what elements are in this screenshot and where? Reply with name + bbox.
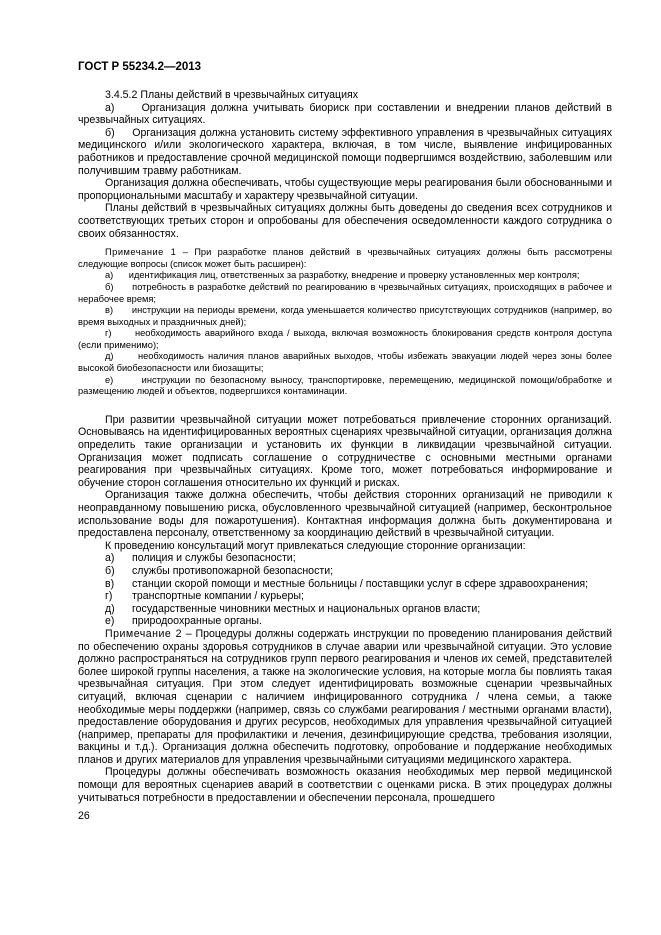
paragraph: Организация также должна обеспечить, чтобы действия сторонних организаций не приводили к неоправданному повышению риска, обусловленного чрезвычайной ситуацией (например, бесконтрольное использование воды для пожаротушения). Контактная информация должна быть документирована и предоставлена персоналу, ответственному за координацию действий в чрезвычайной ситуации. [78, 489, 612, 540]
list-item [78, 615, 612, 628]
note-1 [78, 247, 612, 398]
note-label: Примечание 1 [105, 247, 177, 258]
note-item: в) инструкции на периоды времени, когда уменьшается количество присутствующих сотрудников (например, во время выходных и праздничных дней); [78, 305, 612, 327]
note-item: г) необходимость аварийного входа / выхода, включая возможность блокирования средств контроля доступа (если применимо); [78, 328, 612, 350]
list-marker: д) [105, 602, 115, 615]
note-item: а) идентификация лиц, ответственных за разработку, внедрение и проверку установленных мер контроля; [105, 270, 580, 281]
note-text: – Процедуры должны содержать инструкции по проведению планирования действий по обеспечению охраны здоровья сотрудников в случае аварии или чрезвычайной ситуации. Это условие должно распространяться на сотрудников групп первого реагирования и членов их семей, представителей более широкой группы населения, а также на экологические условия, на которые могла бы повлиять такая чрезвычайная ситуация. При этом следует идентифицировать возможные сценарии чрезвычайных ситуаций, включая сценарии с наличием инфицированного сотрудника / члена семьи, а также необходимые меры поддержки (например, связь со службами реагирования / местными органами власти), предоставление оборудования и других ресурсов, необходимых для управления чрезвычайной ситуацией (например, препараты для профилактики и лечения, дезинфицирующие средства, требования изоляции, вакцины и т.д.). Организация должна обеспечить подготовку, опробование и поддержание необходимых планов и других материалов для управления чрезвычайными ситуациями медицинского характера. [78, 627, 612, 766]
note-item: б) потребность в разработке действий по реагированию в чрезвычайных ситуациях, происходящих в рабочее и нерабочее время; [78, 281, 612, 304]
paragraph: б) Организация должна установить систему эффективного управления в чрезвычайных ситуациях медицинского и/или экологического характера, включая, в том числе, выявление инфицированных работников и предоставление срочной медицинской помощи подвергшимся воздействию, заболевшим или получившим травму работникам. [78, 126, 612, 177]
list-text: службы противопожарной безопасности; [132, 564, 334, 577]
paragraph: а) Организация должна учитывать биориск при составлении и внедрении планов действий в чрезвычайных ситуациях. [78, 101, 612, 127]
list-text: природоохранные органы. [132, 615, 262, 628]
list-marker: е) [105, 615, 115, 628]
list-marker: а) [105, 552, 115, 565]
list-item [78, 552, 612, 565]
list-text: транспортные компании / курьеры; [132, 590, 304, 603]
paragraph: Организация должна обеспечивать, чтобы существующие меры реагирования были обоснованными и пропорциональными масштабу и характеру чрезвычайной ситуации. [78, 177, 613, 202]
list-marker: в) [105, 577, 115, 590]
list-item [78, 578, 612, 591]
paragraph: Планы действий в чрезвычайных ситуациях должны быть доведены до сведения всех сотрудников и соответствующих третьих сторон и опробованы для обеспечения осведомленности каждого сотрудника о своих обязанностях. [78, 202, 612, 240]
note-2 [78, 628, 612, 767]
note-label: Примечание 2 [105, 627, 182, 640]
list-text: государственные чиновники местных и национальных органов власти; [132, 602, 481, 615]
list-marker: г) [105, 590, 113, 603]
paragraph: Процедуры должны обеспечивать возможность оказания необходимых мер первой медицинской помощи для вероятных сценариев аварий в соответствии с оценками риска. В этих процедурах должны учитываться потребности в предоставлении и обеспечении персонала, прошедшего [78, 766, 612, 804]
note-item: д) необходимость наличия планов аварийных выходов, чтобы избежать эвакуации людей через зоны более высокой биобезопасности или биозащиты; [78, 351, 612, 374]
document-header: ГОСТ Р 55234.2—2013 [78, 61, 202, 73]
note-1-intro [78, 247, 612, 270]
note-text: – При разработке планов действий в чрезвычайных ситуациях должны быть рассмотрены следующие вопросы (список может быть расширен): [78, 247, 612, 269]
note-item: е) инструкции по безопасному выносу, транспортировке, перемещению, медицинской помощи/обработке и размещению людей и объектов, подвергшихся контаминации. [78, 374, 612, 397]
section-title: 3.4.5.2 Планы действий в чрезвычайных ситуациях [105, 89, 359, 101]
page-number: 26 [78, 810, 90, 823]
organizations-list [78, 552, 612, 628]
list-text: полиция и службы безопасности; [132, 552, 296, 565]
list-text: станции скорой помощи и местные больницы / поставщики услуг в сфере здравоохранения; [132, 577, 589, 590]
list-item [78, 590, 612, 603]
list-item [78, 565, 612, 578]
list-item [78, 603, 612, 616]
paragraph: При развитии чрезвычайной ситуации может потребоваться привлечение сторонних организаций. Основываясь на идентифицированных вероятных сценариях чрезвычайной ситуации, организация должна определить такие организации и установить их функции в ликвидации чрезвычайной ситуации. Организация может подписать соглашение о сотрудничестве с основными местными органами реагирования при чрезвычайных ситуациях. Кроме того, может потребоваться информирование и обучение сторон соглашения относительно их функций и рисках. [78, 413, 612, 489]
document-page [78, 61, 612, 822]
paragraph: К проведению консультаций могут привлекаться следующие сторонние организации: [105, 539, 526, 552]
list-marker: б) [105, 564, 115, 577]
